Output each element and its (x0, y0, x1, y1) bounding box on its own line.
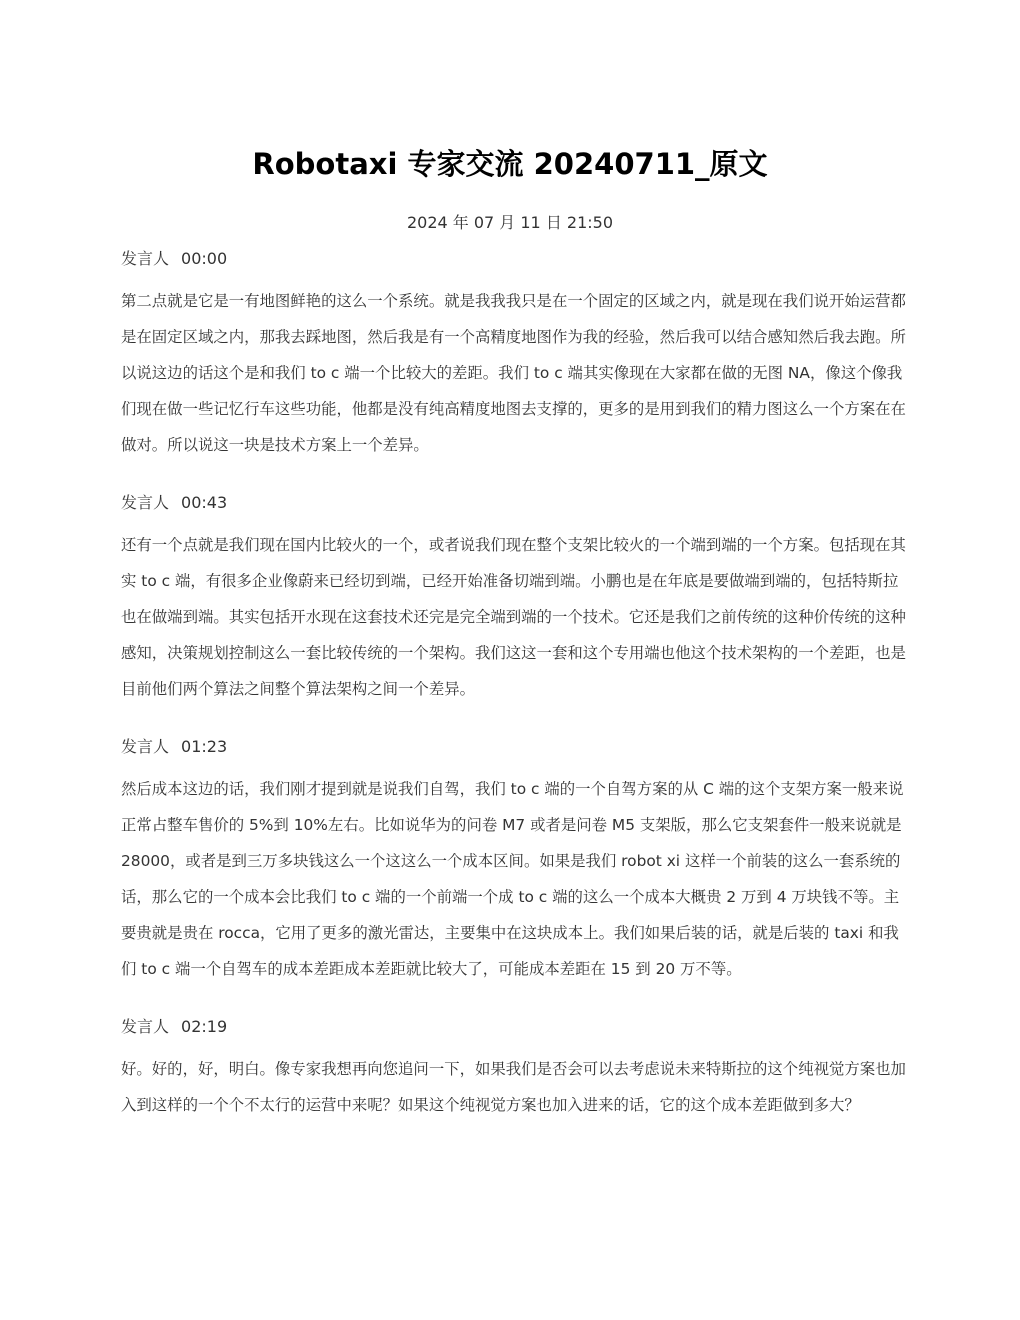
transcript-paragraph: 第二点就是它是一有地图鲜艳的这么一个系统。就是我我我只是在一个固定的区域之内，就是现在我们说开始运营都是在固定区域之内，那我去踩地图，然后我是有一个高精度地图作为我的经验，然后我可以结合感知然后我去跑。所以说这边的话这个是和我们 to c 端一个比较大的差距。我们 to c 端其实像现在大家都在做的无图 NA，像这个像我们现在做一些记忆行车这些功能，他都是没有纯高精度地图去支撑的，更多的是用到我们的精力图这么一个方案在在做对。所以说这一块是技术方案上一个差异。 (121, 292, 906, 454)
timestamp: 00:00 (181, 249, 228, 268)
speaker-header (121, 247, 911, 271)
speaker-header (121, 1015, 911, 1039)
transcript-section (121, 1015, 911, 1123)
transcript-section (121, 735, 911, 987)
document-datetime: 2024 年 07 月 11 日 21:50 (406, 213, 614, 232)
timestamp: 01:23 (181, 737, 228, 756)
speaker-label: 发言人 (121, 249, 170, 268)
speaker-header (121, 491, 911, 515)
transcript-paragraph: 好。好的，好，明白。像专家我想再向您追问一下，如果我们是否会可以去考虑说未来特斯拉的这个纯视觉方案也加入到这样的一个个不太行的运营中来呢？如果这个纯视觉方案也加入进来的话，它的这个成本差距做到多大？ (121, 1060, 906, 1114)
transcript-paragraph: 还有一个点就是我们现在国内比较火的一个，或者说我们现在整个支架比较火的一个端到端的一个方案。包括现在其实 to c 端，有很多企业像蔚来已经切到端，已经开始准备切端到端。小鹏也是在年底是要做端到端的，包括特斯拉也在做端到端。其实包括开水现在这套技术还完是完全端到端的一个技术。它还是我们之前传统的这种价传统的这种感知，决策规划控制这么一套比较传统的一个架构。我们这这一套和这个专用端也他这个技术架构的一个差距，也是目前他们两个算法之间整个算法架构之间一个差异。 (121, 536, 906, 698)
transcript-paragraph: 然后成本这边的话，我们刚才提到就是说我们自驾，我们 to c 端的一个自驾方案的从 C 端的这个支架方案一般来说正常占整车售价的 5%到 10%左右。比如说华为的问卷 M7 或者是问卷 M5 支架版，那么它支架套件一般来说就是 28000，或者是到三万多块钱这么一个这这么一个成本区间。如果是我们 robot xi 这样一个前装的这么一套系统的话，那么它的一个成本会比我们 to c 端的一个前端一个成 to c 端的这么一个成本大概贵 2 万到 4 万块钱不等。主要贵就是贵在 rocca，它用了更多的激光雷达，主要集中在这块成本上。我们如果后装的话，就是后装的 taxi 和我们 to c 端一个自驾车的成本差距成本差距就比较大了，可能成本差距在 15 到 20 万不等。 (121, 780, 904, 978)
speaker-label: 发言人 (121, 493, 170, 512)
timestamp: 00:43 (181, 493, 228, 512)
speaker-header (121, 735, 911, 759)
speaker-label: 发言人 (121, 1017, 170, 1036)
transcript-section (121, 247, 911, 463)
speaker-label: 发言人 (121, 737, 170, 756)
transcript-body (121, 247, 911, 1151)
transcript-section (121, 491, 911, 707)
document-title: Robotaxi 专家交流 20240711_原文 (252, 147, 768, 181)
timestamp: 02:19 (181, 1017, 228, 1036)
